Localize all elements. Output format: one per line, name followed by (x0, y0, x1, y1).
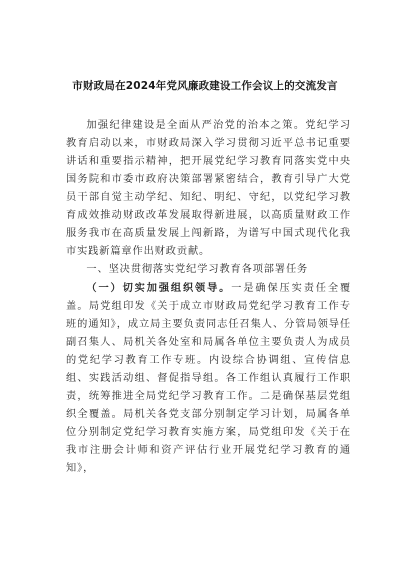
subsection-paragraph (66, 279, 351, 478)
document-title: 市财政局在2024年党风廉政建设工作会议上的交流发言 (72, 80, 338, 92)
subsection-text: 一是确保压实责任全覆盖。局党组印发《关于成立市财政局党纪学习教育工作专班的通知》，成立局主要负责同志任召集人、分管局领导任副召集人、局机关各处室和局属各单位主要负责人为成员的党纪学习教育工作专班。内设综合协调组、宣传信息组、实践活动组、督促指导组。各工作组认真履行工作职责，统筹推进全局党纪学习教育工作。二是确保基层党组织全覆盖。局机关各党支部分别制定学习计划，局属各单位分别制定党纪学习教育实施方案，局党组印发《关于在我市注册会计师和资产评估行业开展党纪学习教育的通知》， (66, 283, 351, 474)
section-heading: 一、坚决贯彻落实党纪学习教育各项部署任务 (86, 264, 309, 275)
subsection-heading: （一）切实加强组织领导。 (86, 282, 232, 294)
intro-paragraph: 加强纪律建设是全面从严治党的治本之策。党纪学习教育启动以来，市财政局深入学习贯彻习近平总书记重要讲话和重要指示精神，把开展党纪学习教育同落实党中央国务院和市委市政府决策部署紧密结合，教育引导广大党员干部自觉主动学纪、知纪、明纪、守纪，以党纪学习教育成效推动财政改革发展取得新进展，以高质量财政工作服务我市在高质量发展上闯新路，为谱写中国式现代化我市实践新篇章作出财政贡献。 (66, 120, 351, 257)
document-body (66, 117, 351, 478)
